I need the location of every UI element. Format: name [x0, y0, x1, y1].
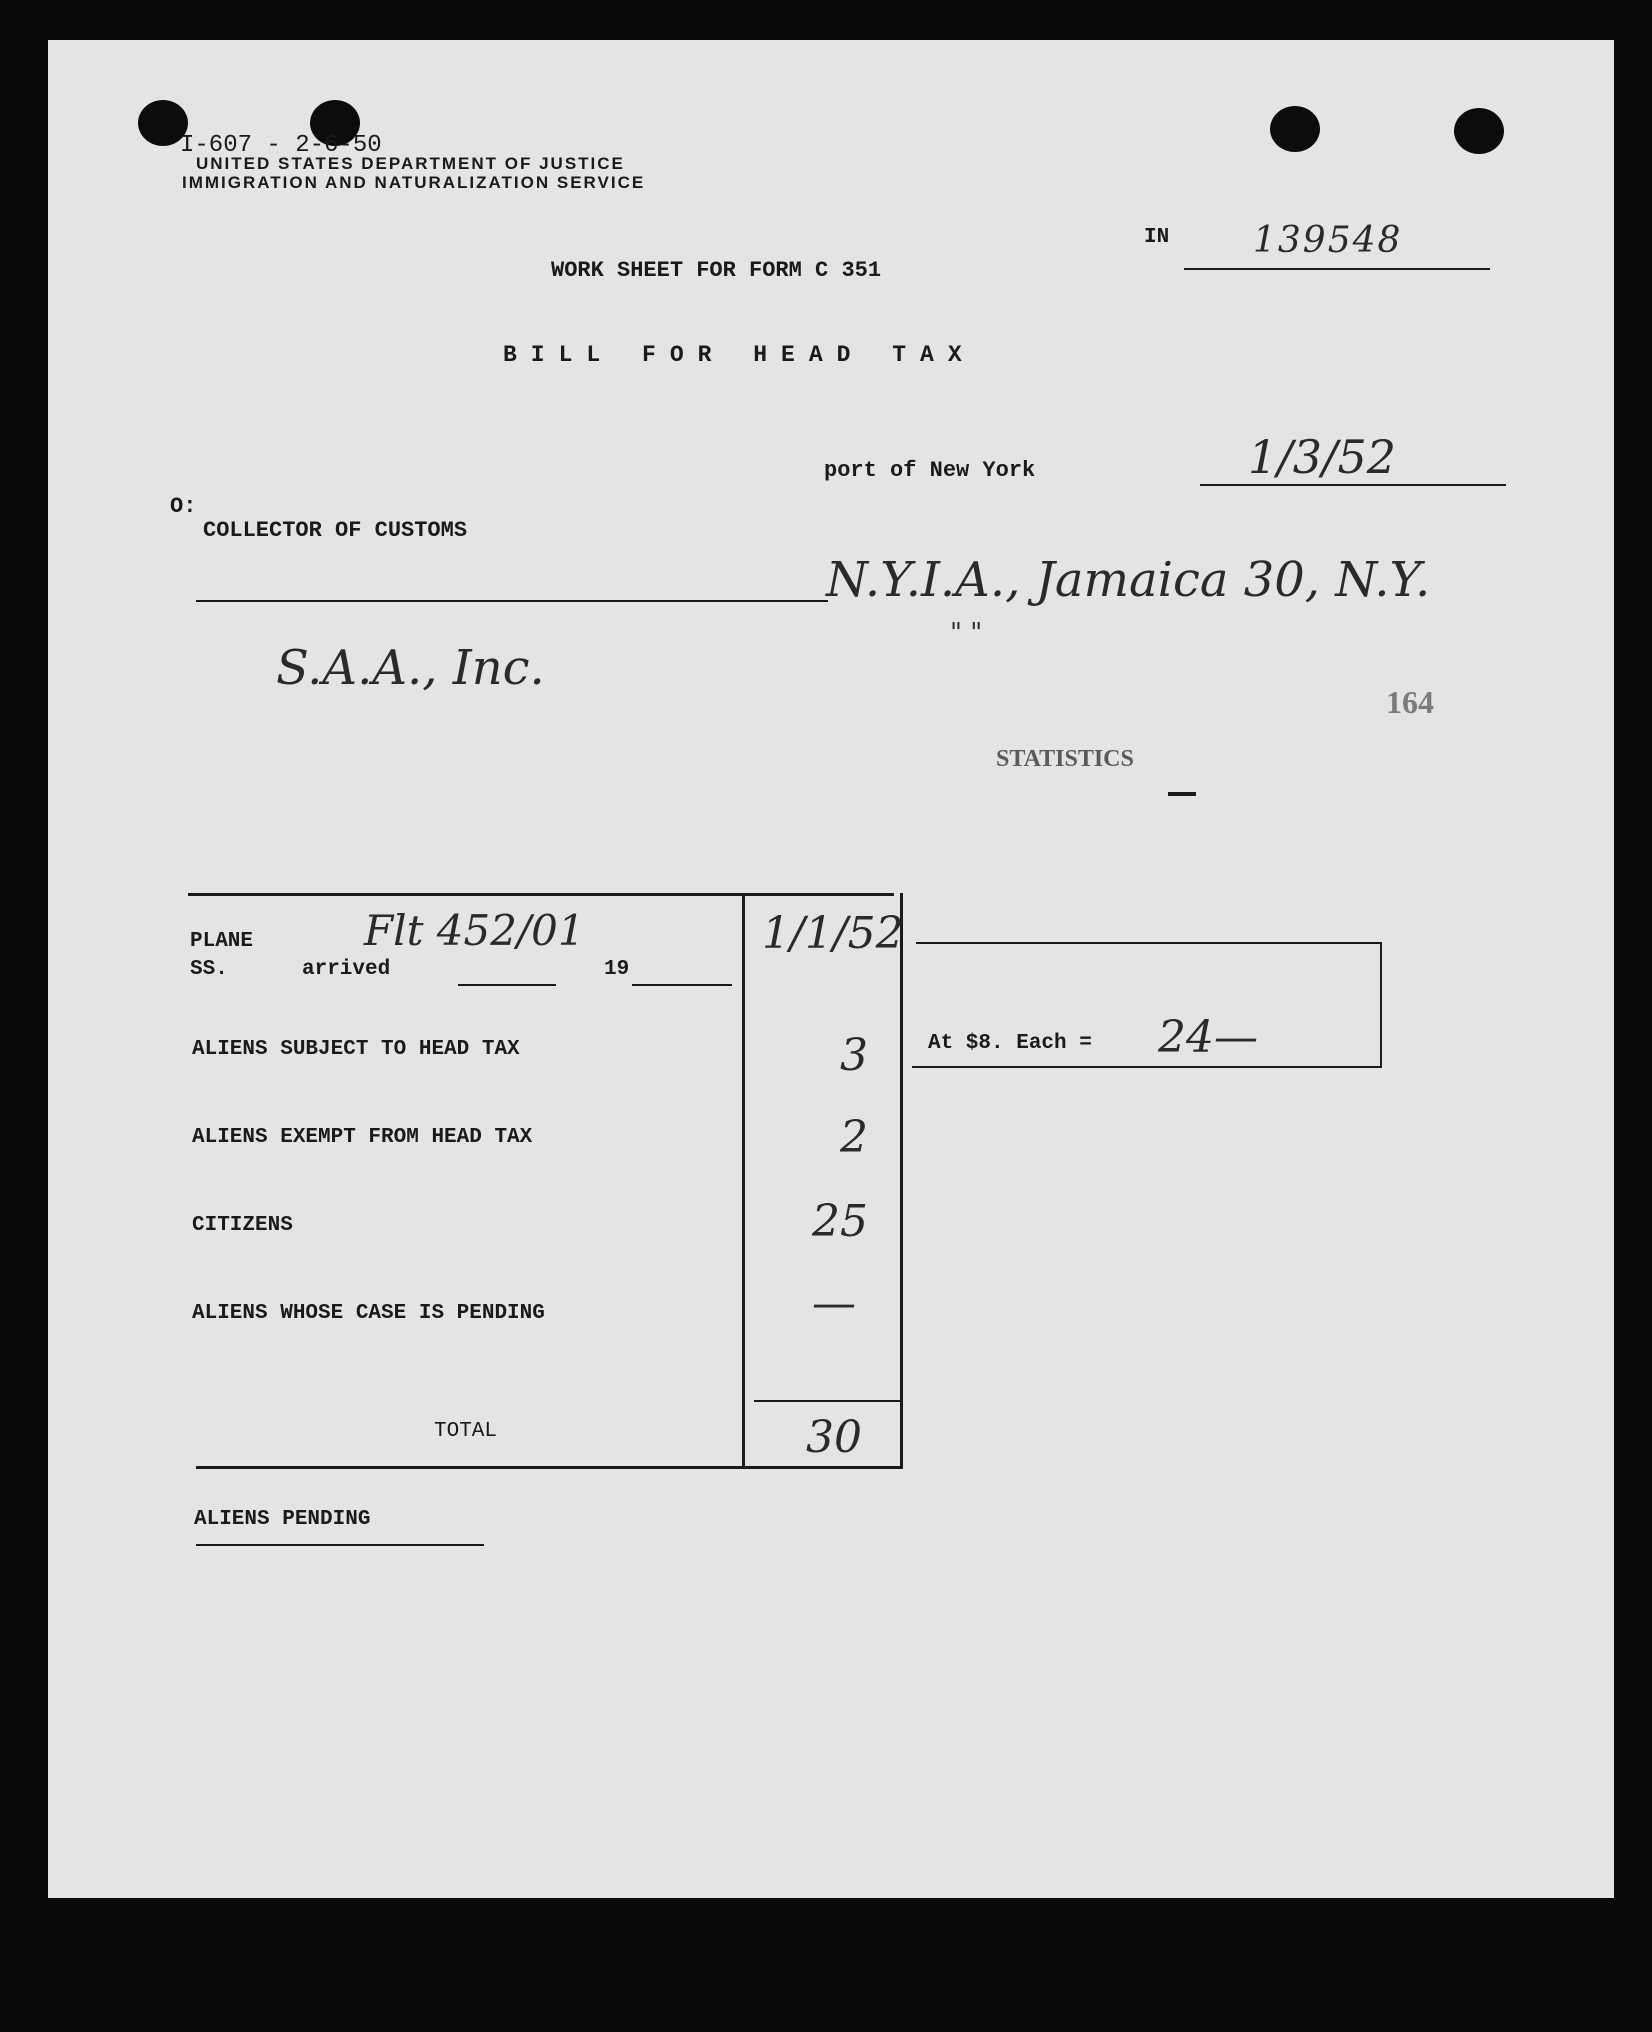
row-value-citizens: 25 — [812, 1196, 868, 1247]
total-label: TOTAL — [434, 1420, 498, 1443]
row-value-pending: — — [812, 1278, 856, 1329]
statistics-stamp: STATISTICS — [996, 746, 1134, 772]
in-number: 139548 — [1253, 220, 1403, 261]
table-divider-right — [900, 893, 903, 1469]
worksheet-title: WORK SHEET FOR FORM C 351 — [551, 258, 882, 283]
agency-line-1: UNITED STATES DEPARTMENT OF JUSTICE — [196, 154, 625, 173]
collector-location: N.Y.I.A., Jamaica 30, N.Y. — [826, 552, 1431, 608]
arrived-date-blank — [458, 984, 556, 986]
total-value: 30 — [806, 1412, 862, 1463]
arrived-label: arrived — [302, 958, 391, 981]
stamp-number: 164 — [1386, 684, 1434, 720]
year-blank — [632, 984, 732, 986]
form-number: I-607 - 2-6-50 — [180, 132, 382, 159]
ditto-marks: " " — [950, 618, 983, 648]
collector-underline — [196, 600, 828, 602]
total-separator — [754, 1400, 902, 1402]
rate-amount: 24— — [1158, 1012, 1258, 1063]
rate-box-top — [916, 942, 1380, 944]
in-label: IN — [1144, 226, 1170, 249]
port-date: 1/3/52 — [1248, 430, 1397, 484]
in-number-underline — [1184, 268, 1490, 270]
carrier-name: S.A.A., Inc. — [276, 640, 545, 696]
ss-label: SS. — [190, 958, 228, 981]
document-page — [48, 40, 1614, 1898]
port-date-underline — [1200, 484, 1506, 486]
plane-label: PLANE — [190, 930, 254, 953]
row-label-citizens: CITIZENS — [192, 1214, 293, 1237]
row-label-pending: ALIENS WHOSE CASE IS PENDING — [192, 1302, 545, 1325]
flight-number: Flt 452/01 — [364, 906, 585, 955]
rate-box-right — [1380, 942, 1382, 1068]
row-label-exempt: ALIENS EXEMPT FROM HEAD TAX — [192, 1126, 533, 1149]
punch-hole-top-right-2 — [1454, 108, 1504, 154]
bill-title: BILL FOR HEAD TAX — [503, 342, 976, 368]
row-value-subject: 3 — [840, 1030, 868, 1081]
rate-box-bottom — [912, 1066, 1382, 1068]
port-label: port of New York — [824, 458, 1036, 483]
row-value-exempt: 2 — [840, 1112, 868, 1163]
arrival-date: 1/1/52 — [762, 908, 904, 959]
table-divider-left — [742, 893, 745, 1469]
row-label-subject: ALIENS SUBJECT TO HEAD TAX — [192, 1038, 520, 1061]
rate-label: At $8. Each = — [928, 1032, 1092, 1055]
aliens-pending-underline — [196, 1544, 484, 1546]
table-top-border — [188, 893, 894, 896]
agency-line-2: IMMIGRATION AND NATURALIZATION SERVICE — [182, 173, 646, 192]
to-label: O: — [170, 494, 197, 519]
punch-hole-top-right-1 — [1270, 106, 1320, 152]
year-prefix: 19 — [604, 958, 630, 981]
collector-label: COLLECTOR OF CUSTOMS — [203, 518, 468, 543]
stamp-mark — [1168, 792, 1196, 796]
table-bottom-border — [196, 1466, 902, 1469]
aliens-pending-label: ALIENS PENDING — [194, 1508, 371, 1531]
